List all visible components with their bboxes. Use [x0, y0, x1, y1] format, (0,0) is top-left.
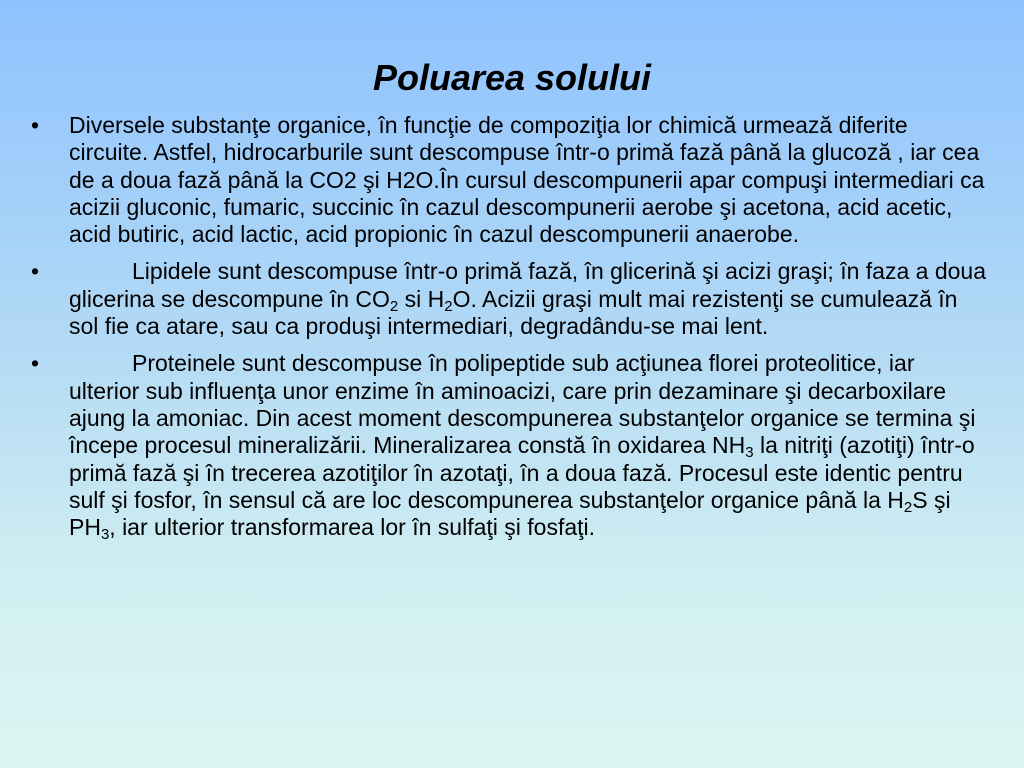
subscript: 2	[389, 297, 399, 315]
bullet-text-2c: O. Acizii graşi mult mai rezistenţi se cumulează în sol fie ca atare, sau ca produşi intermediari, degradându-se mai lent.	[69, 285, 958, 340]
subscript: 2	[444, 297, 453, 315]
bullet-text-2a: Lipidele sunt descompuse într-o primă fază, în glicerină şi acizi graşi; în faza a doua glicerina se descompune în CO	[69, 258, 986, 312]
bullet-text-3a: Proteinele sunt descompuse în polipeptide sub acţiunea florei proteolitice, iar ulterior sub influenţa unor enzime în aminoacizi, care prin dezaminare şi decarboxilare ajung la amoniac. Din acest moment descompunerea substanţelor organice se termina şi începe procesul mineralizării. Mineralizarea constă în oxidarea NH	[69, 350, 976, 459]
bullet-item-1	[31, 112, 991, 248]
bullet-text-3b: la nitriţi (azotiţi) într-o primă fază şi în trecerea azotiţilor în azotaţi, în a doua fază. Procesul este identic pentru sulf şi fosfor, în sensul că are loc descompunerea substanţelor organice până la H	[69, 432, 975, 513]
bullet-marker: •	[31, 112, 40, 138]
subscript: 3	[100, 526, 110, 544]
bullet-item-2	[31, 258, 991, 340]
subscript: 3	[745, 444, 754, 462]
slide-title: Poluarea solului	[372, 57, 652, 98]
bullet-list	[31, 112, 991, 551]
bullet-text-1: Diversele substanţe organice, în funcţie de compoziţia lor chimică urmează diferite circuite. Astfel, hidrocarburile sunt descompuse într-o primă fază până la glucoză , iar cea de a doua fază până la CO2 şi H2O.În cursul descompunerii apar compuşi intermediari ca acizii gluconic, fumaric, succinic în cazul descompunerii aerobe şi acetona, acid acetic, acid butiric, acid lactic, acid propionic în cazul descompunerii anaerobe.	[69, 112, 985, 248]
bullet-text-2b: si H	[398, 285, 445, 312]
bullet-marker: •	[31, 350, 40, 377]
bullet-marker: •	[31, 258, 40, 285]
bullet-text-3c: S şi PH	[69, 486, 951, 541]
bullet-item-3	[31, 350, 991, 544]
bullet-text-3d: , iar ulterior transformarea lor în sulfaţi şi fosfaţi.	[109, 514, 596, 541]
subscript: 2	[903, 498, 913, 516]
